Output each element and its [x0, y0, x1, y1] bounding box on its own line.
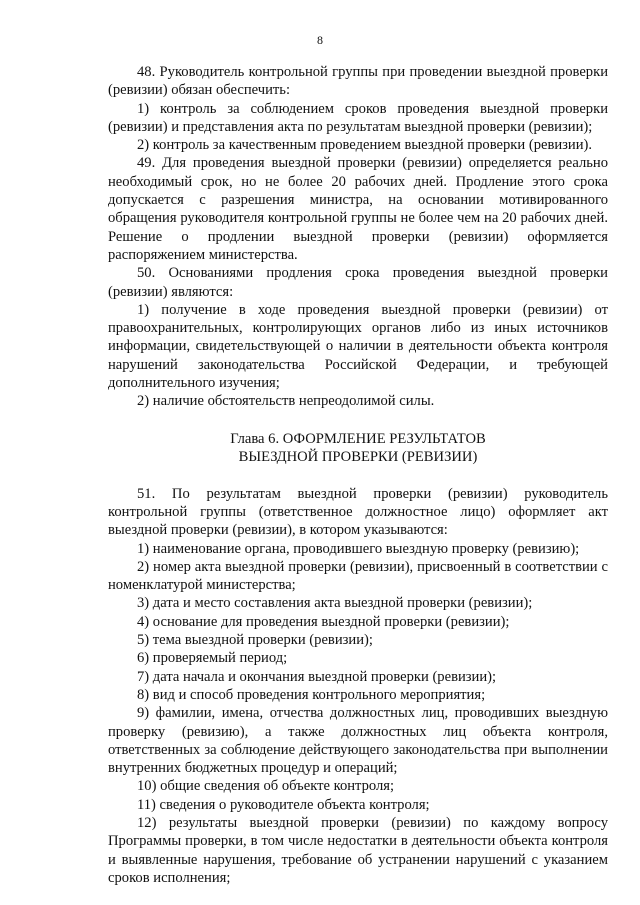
paragraph-48-item-2: 2) контроль за качественным проведением выездной проверки (ревизии). [137, 137, 593, 154]
chapter-heading-line-2: ВЫЕЗДНОЙ ПРОВЕРКИ (РЕВИЗИИ) [238, 449, 478, 466]
paragraph-51-item-2: 2) номер акта выездной проверки (ревизии), присвоенный в соответствии с номенклатурой министерства; [108, 558, 608, 594]
paragraph-51-item-1: 1) наименование органа, проводившего выездную проверку (ревизию); [137, 540, 580, 557]
paragraph-51-item-6: 6) проверяемый период; [137, 650, 288, 667]
paragraph-51-item-9: 9) фамилии, имена, отчества должностных лиц, проводивших выездную проверку (ревизию), а также должностных лиц объекта контроля, ответственных за соблюдение действующего законодательства при выполнении внутренних бюджетных процедур и операций; [108, 705, 608, 777]
paragraph-51-item-7: 7) дата начала и окончания выездной проверки (ревизии); [137, 668, 497, 685]
paragraph-51-item-12: 12) результаты выездной проверки (ревизии) по каждому вопросу Программы проверки, в том числе недостатки в деятельности объекта контроля и выявленные нарушения, требование об устранении нарушений с указанием сроков исполнения; [108, 814, 608, 886]
paragraph-51-item-8: 8) вид и способ проведения контрольного мероприятия; [137, 686, 486, 703]
paragraph-51-item-11: 11) сведения о руководителе объекта контроля; [137, 796, 430, 813]
paragraph-48: 48. Руководитель контрольной группы при проведении выездной проверки (ревизии) обязан обеспечить: [108, 64, 608, 99]
paragraph-48-item-1: 1) контроль за соблюдением сроков проведения выездной проверки (ревизии) и представления акта по результатам выездной проверки (ревизии); [108, 100, 608, 135]
paragraph-50: 50. Основаниями продления срока проведения выездной проверки (ревизии) являются: [108, 265, 608, 300]
chapter-heading [108, 430, 608, 467]
paragraph-51-item-5: 5) тема выездной проверки (ревизии); [137, 632, 373, 649]
page-number: 8 [317, 33, 323, 47]
paragraph-51-item-10: 10) общие сведения об объекте контроля; [137, 778, 395, 795]
document-body [108, 63, 608, 887]
paragraph-49: 49. Для проведения выездной проверки (ревизии) определяется реально необходимый срок, но не более 20 рабочих дней. Продление этого срока допускается с разрешения министра, на основании мотивированного обращения руководителя контрольной группы не более чем на 20 рабочих дней. Решение о продлении выездной проверки (ревизии) оформляется распоряжением министерства. [108, 155, 608, 263]
chapter-heading-line-1: Глава 6. ОФОРМЛЕНИЕ РЕЗУЛЬТАТОВ [230, 430, 486, 447]
paragraph-51-item-4: 4) основание для проведения выездной проверки (ревизии); [137, 613, 510, 630]
paragraph-51: 51. По результатам выездной проверки (ревизии) руководитель контрольной группы (ответственное должностное лицо) оформляет акт выездной проверки (ревизии), в котором указываются: [108, 485, 608, 539]
paragraph-51-item-3: 3) дата и место составления акта выездной проверки (ревизии); [137, 595, 533, 612]
paragraph-50-item-1: 1) получение в ходе проведения выездной проверки (ревизии) от правоохранительных, контролирующих органов либо из иных источников информации, свидетельствующей о наличии в деятельности объекта контроля нарушений законодательства Российской Федерации, и требующей дополнительного изучения; [108, 301, 608, 392]
paragraph-50-item-2: 2) наличие обстоятельств непреодолимой силы. [137, 393, 435, 410]
